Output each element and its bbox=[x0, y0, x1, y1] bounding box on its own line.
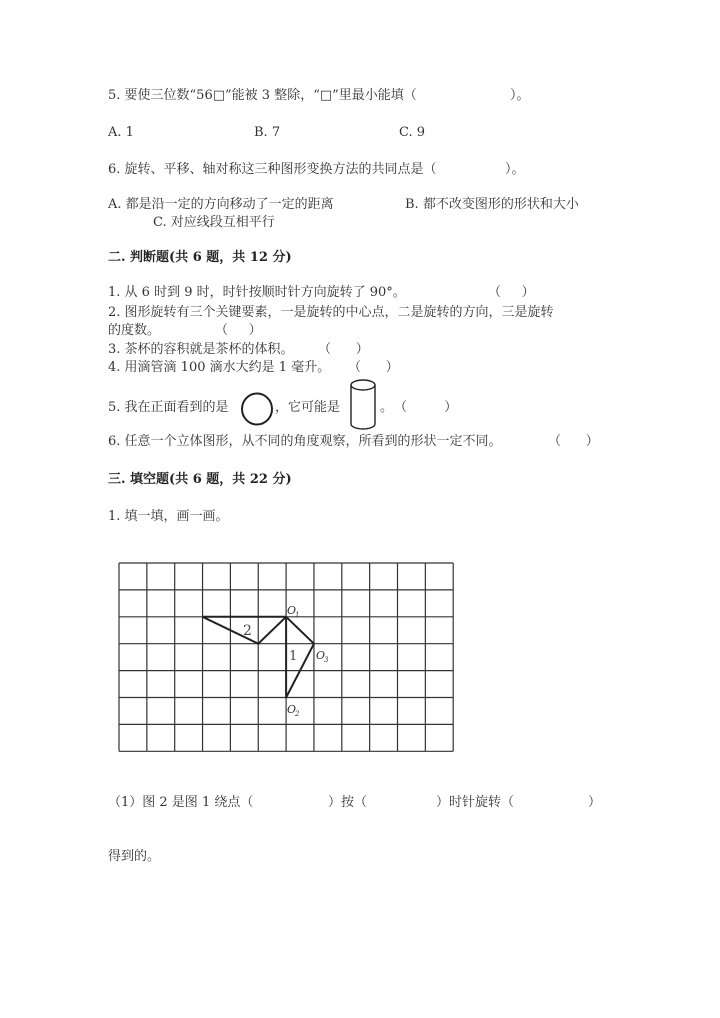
fill-1-text: 1. 填一填，画一画。 bbox=[108, 509, 229, 524]
q6-option-b: B. 都不改变图形的形状和大小 bbox=[405, 197, 579, 212]
cylinder-icon bbox=[348, 377, 378, 433]
point-o3-subscript: 3 bbox=[324, 656, 329, 664]
figure-2-label: 2 bbox=[243, 623, 252, 639]
q5-option-a: A. 1 bbox=[108, 125, 134, 140]
section-2-title: 二. 判断题(共 6 题，共 12 分) bbox=[108, 250, 292, 265]
judge-3-paren: （ ） bbox=[318, 342, 369, 357]
fill-1-sentence-part-2: ）按（ bbox=[328, 795, 368, 810]
question-5-blank-close: ）。 bbox=[510, 88, 530, 103]
question-5-text: 5. 要使三位数“56□”能被 3 整除，“□”里最小能填（ bbox=[108, 88, 417, 103]
point-o1-label: O bbox=[287, 604, 297, 617]
judge-3-text: 3. 茶杯的容积就是茶杯的体积。 bbox=[108, 342, 294, 357]
judge-5-text: 5. 我在正面看到的是 bbox=[108, 400, 229, 415]
fill-1-sentence-part-1: （1）图 2 是图 1 绕点（ bbox=[108, 795, 254, 810]
judge-5-mid: ，它可能是 bbox=[275, 400, 341, 415]
fill-1-sentence-part-4: ） bbox=[588, 795, 602, 810]
section-3-title: 三. 填空题(共 6 题，共 22 分) bbox=[108, 472, 292, 487]
q5-option-c: C. 9 bbox=[399, 125, 426, 140]
question-6-text: 6. 旋转、平移、轴对称这三种图形变换方法的共同点是（ bbox=[108, 162, 437, 177]
question-6-blank-close: ）。 bbox=[505, 162, 525, 177]
judge-2-text: 2. 图形旋转有三个关键要素，一是旋转的中心点，二是旋转的方向，三是旋转 bbox=[108, 305, 554, 320]
figure-1-label: 1 bbox=[289, 649, 298, 664]
judge-6-text: 6. 任意一个立体图形，从不同的角度观察，所看到的形状一定不同。 bbox=[108, 434, 502, 449]
q6-option-a: A. 都是沿一定的方向移动了一定的距离 bbox=[108, 197, 334, 212]
judge-5-paren: （ ） bbox=[394, 400, 458, 415]
point-o1-subscript: 1 bbox=[295, 611, 300, 619]
point-o2-subscript: 2 bbox=[295, 710, 300, 718]
fill-1-sentence-end: 得到的。 bbox=[108, 849, 161, 864]
rotation-grid-diagram bbox=[110, 555, 470, 765]
judge-2-text-cont: 的度数。 bbox=[108, 323, 161, 338]
point-o3-label: O bbox=[316, 649, 326, 662]
judge-4-paren: （ ） bbox=[348, 360, 399, 375]
circle-icon bbox=[240, 391, 274, 427]
judge-4-text: 4. 用滴管滴 100 滴水大约是 1 毫升。 bbox=[108, 360, 331, 375]
q6-option-c: C. 对应线段互相平行 bbox=[153, 215, 275, 230]
judge-1-text: 1. 从 6 时到 9 时，时针按顺时针方向旋转了 90°。 bbox=[108, 285, 406, 300]
judge-5-end: 。 bbox=[380, 400, 394, 415]
fill-1-sentence-part-3: ）时针旋转（ bbox=[436, 795, 515, 810]
judge-1-paren: （ ） bbox=[488, 285, 535, 300]
q5-option-b: B. 7 bbox=[254, 125, 281, 140]
judge-6-paren: （ ） bbox=[548, 434, 599, 449]
judge-2-paren: （ ） bbox=[215, 323, 262, 338]
point-o2-label: O bbox=[287, 703, 297, 716]
